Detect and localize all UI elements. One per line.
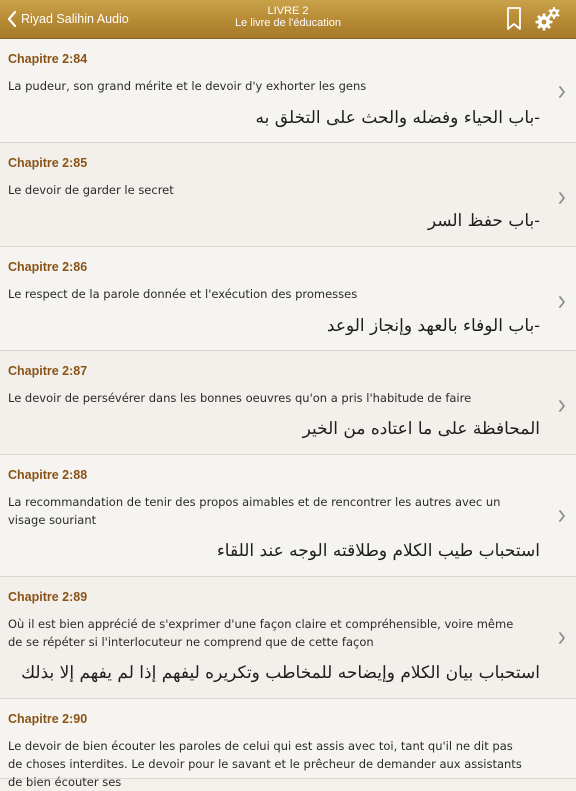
chapter-number: Chapitre 2:89 bbox=[8, 590, 88, 604]
chapter-title-arabic: استحباب بيان الكلام وإيضاحه للمخاطب وتكريره ليفهم إذا لم يفهم إلا بذلك bbox=[21, 663, 540, 683]
chapter-row[interactable] bbox=[0, 247, 576, 351]
chapter-number: Chapitre 2:87 bbox=[8, 364, 88, 378]
back-label: Riyad Salihin Audio bbox=[21, 12, 129, 26]
chapter-number: Chapitre 2:86 bbox=[8, 260, 88, 274]
chevron-right-icon bbox=[558, 293, 566, 312]
chapter-title-french: Le devoir de bien écouter les paroles de celui qui est assis avec toi, tant qu'il ne dit pas de choses interdites. Le devoir pour le savant et le prêcheur de demander aux assistants de bien écouter ses bbox=[8, 739, 522, 789]
chapter-title-french: Où il est bien apprécié de s'exprimer d'une façon claire et compréhensible, voire même de se répéter si l'interlocuteur ne comprend que de cette façon bbox=[8, 617, 514, 649]
chapter-row[interactable] bbox=[0, 143, 576, 247]
navigation-bar bbox=[0, 0, 576, 39]
chapter-title-arabic: -باب حفظ السر bbox=[427, 211, 540, 231]
chapter-title-french: Le respect de la parole donnée et l'exécution des promesses bbox=[8, 287, 358, 301]
book-number: LIVRE 2 bbox=[267, 5, 309, 17]
chapter-row[interactable] bbox=[0, 699, 576, 789]
chevron-right-icon bbox=[558, 397, 566, 416]
chapter-row[interactable] bbox=[0, 577, 576, 699]
chapter-title-arabic: -باب الحياء وفضله والحث على التخلق به bbox=[255, 108, 540, 128]
back-button[interactable] bbox=[6, 0, 129, 38]
chevron-right-icon bbox=[558, 189, 566, 208]
chapter-title-arabic: استحباب طيب الكلام وطلاقته الوجه عند اللقاء bbox=[216, 541, 540, 561]
chapter-row[interactable] bbox=[0, 455, 576, 577]
chapter-row[interactable] bbox=[0, 39, 576, 143]
chapter-row[interactable] bbox=[0, 351, 576, 455]
chapter-number: Chapitre 2:85 bbox=[8, 156, 88, 170]
chapter-title-french: La pudeur, son grand mérite et le devoir d'y exhorter les gens bbox=[8, 79, 367, 93]
chevron-right-icon bbox=[558, 629, 566, 648]
chapter-number: Chapitre 2:84 bbox=[8, 52, 88, 66]
chapter-title-french: Le devoir de persévérer dans les bonnes oeuvres qu'on a pris l'habitude de faire bbox=[8, 391, 472, 405]
chapter-number: Chapitre 2:90 bbox=[8, 712, 88, 726]
book-title: Le livre de l'éducation bbox=[234, 17, 342, 29]
chapter-title-arabic: -باب الوفاء بالعهد وإنجاز الوعد bbox=[326, 316, 540, 336]
chevron-right-icon bbox=[558, 507, 566, 526]
gears-icon[interactable] bbox=[534, 5, 562, 37]
chapter-number: Chapitre 2:88 bbox=[8, 468, 88, 482]
chapter-list bbox=[0, 39, 576, 789]
chapter-title-french: La recommandation de tenir des propos aimables et de rencontrer les autres avec un visage souriant bbox=[8, 495, 501, 527]
chevron-right-icon bbox=[558, 83, 566, 102]
chevron-left-icon bbox=[6, 10, 18, 28]
chapter-title-french: Le devoir de garder le secret bbox=[8, 183, 174, 197]
chapter-title-arabic: المحافظة على ما اعتاده من الخير bbox=[302, 419, 540, 439]
bookmark-icon[interactable] bbox=[506, 7, 522, 35]
